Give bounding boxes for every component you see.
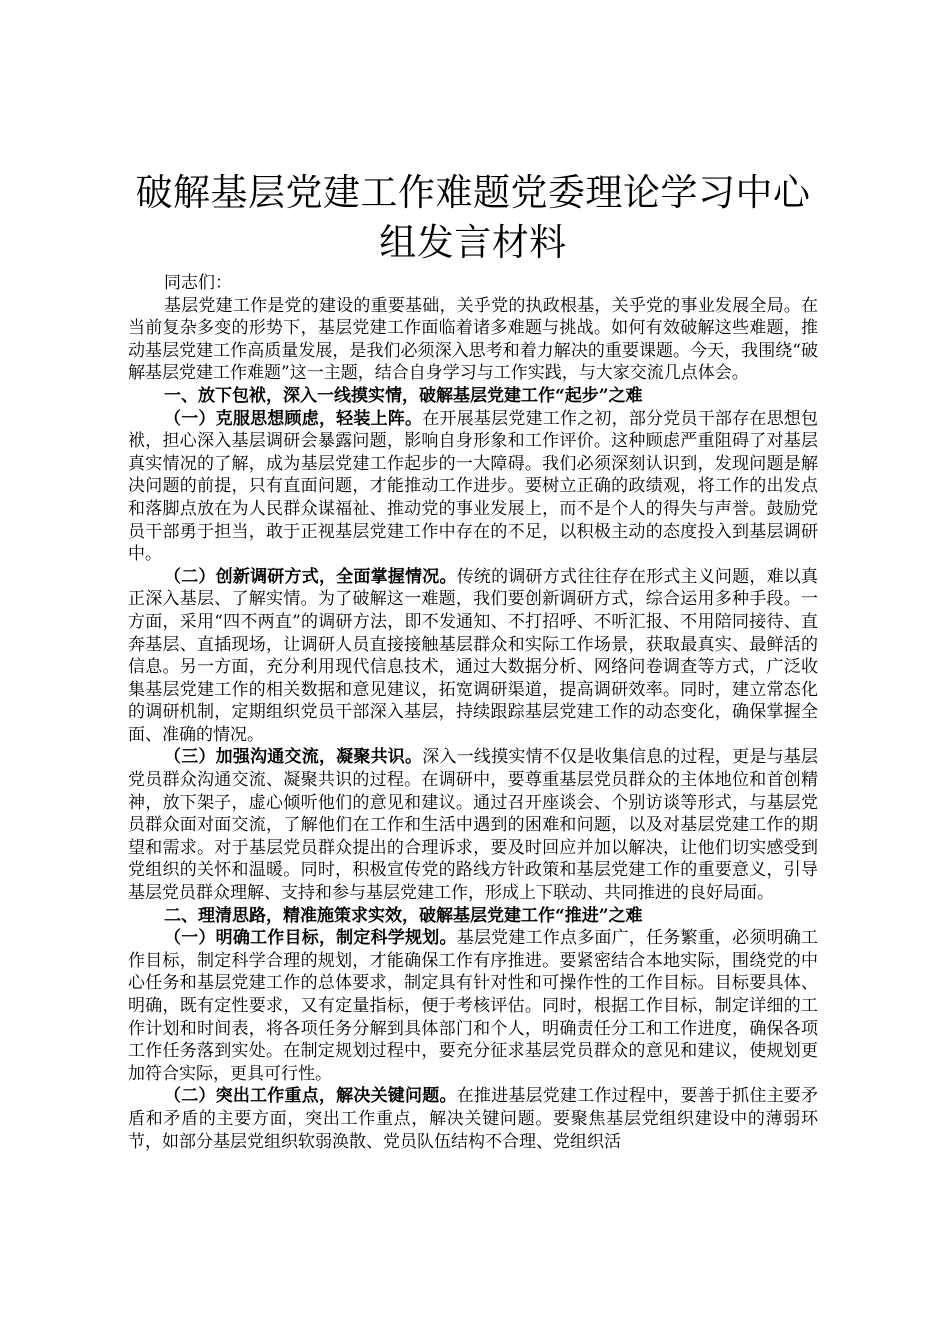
- intro-paragraph: 基层党建工作是党的建设的重要基础，关乎党的执政根基，关乎党的事业发展全局。在当前复杂多变的形势下，基层党建工作面临着诸多难题与挑战。如何有效破解这些难题，推动基层党建工作高质量发展，是我们必须深入思考和着力解决的重要课题。今天，我围绕“破解基层党建工作难题”这一主题，结合自身学习与工作实践，与大家交流几点体会。: [128, 295, 818, 384]
- paragraph-lead: （一）明确工作目标，制定科学规划。: [164, 928, 457, 949]
- section-2-paragraph-1: [128, 927, 818, 1085]
- paragraph-lead: （二）创新调研方式，全面掌握情况。: [164, 566, 457, 587]
- document-title: 破解基层党建工作难题党委理论学习中心组发言材料: [135, 171, 811, 264]
- paragraph-text: 在推进基层党建工作过程中，要善于抓住主要矛盾和矛盾的主要方面，突出工作重点，解决关键问题。要聚焦基层党组织建设中的薄弱环节，如部分基层党组织软弱涣散、党员队伍结构不合理、党组织活: [128, 1086, 819, 1152]
- paragraph-lead: （三）加强沟通交流，凝聚共识。: [164, 747, 423, 768]
- paragraph-text: 传统的调研方式往往存在形式主义问题，难以真正深入基层、了解实情。为了破解这一难题，我们要创新调研方式，综合运用多种手段。一方面，采用“四不两直”的调研方法，即不发通知、不打招呼、不听汇报、不用陪同接待、直奔基层、直插现场，让调研人员直接接触基层群众和实际工作场景，获取最真实、最鲜活的信息。另一方面，充分利用现代信息技术，通过大数据分析、网络问卷调查等方式，广泛收集基层党建工作的相关数据和意见建议，拓宽调研渠道，提高调研效率。同时，建立常态化的调研机制，定期组织党员干部深入基层，持续跟踪基层党建工作的动态变化，确保掌握全面、准确的情况。: [128, 566, 819, 745]
- paragraph-lead: （一）克服思想顾虑，轻装上阵。: [164, 408, 423, 429]
- paragraph-lead: （二）突出工作重点，解决关键问题。: [164, 1086, 457, 1107]
- section-1-paragraph-2: [128, 566, 818, 747]
- section-1-paragraph-1: [128, 408, 818, 566]
- paragraph-text: 在开展基层党建工作之初，部分党员干部存在思想包袱，担心深入基层调研会暴露问题，影响自身形象和工作评价。这种顾虑严重阻碍了对基层真实情况的了解，成为基层党建工作起步的一大障碍。我们必须深刻认识到，发现问题是解决问题的前提，只有直面问题，才能推动工作进步。要树立正确的政绩观，将工作的出发点和落脚点放在为人民群众谋福祉、推动党的事业发展上，而不是个人的得失与声誉。鼓励党员干部勇于担当，敢于正视基层党建工作中存在的不足，以积极主动的态度投入到基层调研中。: [128, 408, 819, 565]
- section-2-heading: 二、理清思路，精准施策求实效，破解基层党建工作“推进”之难: [164, 905, 643, 926]
- section-1-paragraph-3: [128, 746, 818, 904]
- document-page: [128, 168, 818, 1153]
- section-2-paragraph-2: [128, 1085, 818, 1153]
- paragraph-text: 深入一线摸实情不仅是收集信息的过程，更是与基层党员群众沟通交流、凝聚共识的过程。在调研中，要尊重基层党员群众的主体地位和首创精神，放下架子，虚心倾听他们的意见和建议。通过召开座谈会、个别访谈等形式，与基层党员群众面对面交流，了解他们在工作和生活中遇到的困难和问题，以及对基层党建工作的期望和需求。对于基层党员群众提出的合理诉求，要及时回应并加以解决，让他们切实感受到党组织的关怀和温暖。同时，积极宣传党的路线方针政策和基层党建工作的重要意义，引导基层党员群众理解、支持和参与基层党建工作，形成上下联动、共同推进的良好局面。: [128, 747, 819, 904]
- section-1-heading: 一、放下包袱，深入一线摸实情，破解基层党建工作“起步”之难: [164, 385, 643, 406]
- salutation: 同志们：: [164, 273, 232, 293]
- paragraph-text: 基层党建工作点多面广，任务繁重，必须明确工作目标，制定科学合理的规划，才能确保工作有序推进。要紧密结合本地实际，围绕党的中心任务和基层党建工作的总体要求，制定具有针对性和可操作性的工作目标。目标要具体、明确，既有定性要求，又有定量指标，便于考核评估。同时，根据工作目标，制定详细的工作计划和时间表，将各项任务分解到具体部门和个人，明确责任分工和工作进度，确保各项工作任务落到实处。在制定规划过程中，要充分征求基层党员群众的意见和建议，使规划更加符合实际，更具可行性。: [128, 928, 819, 1084]
